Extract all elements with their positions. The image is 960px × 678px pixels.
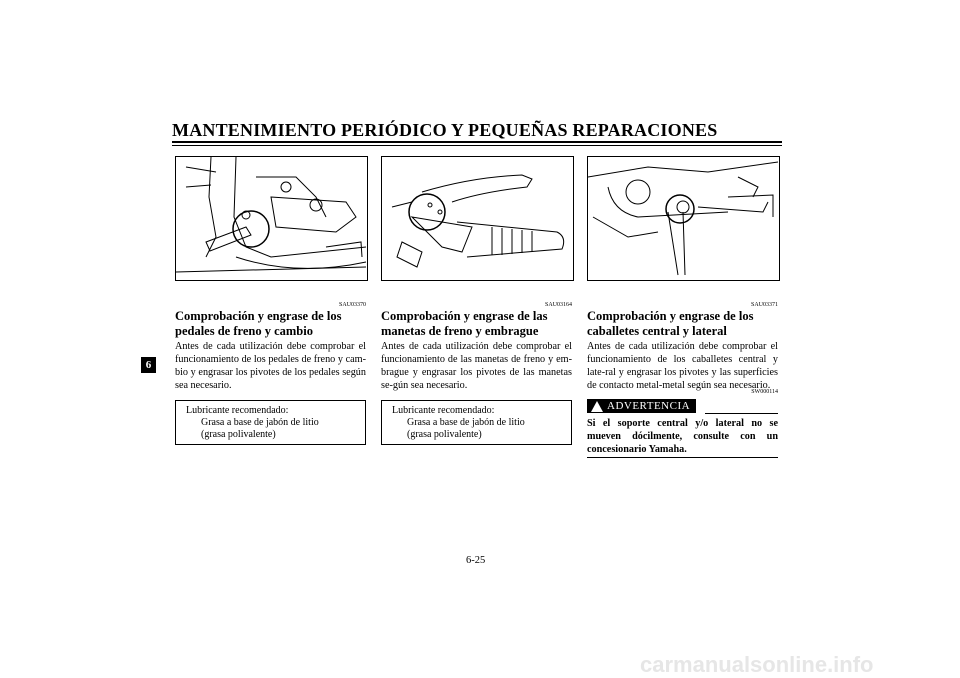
lubricant-box — [381, 400, 572, 445]
lubricant-line: (grasa polivalente) — [407, 429, 482, 440]
section-title: Comprobación y engrase de las manetas de freno y embrague — [381, 309, 548, 338]
lubricant-line: Grasa a base de jabón de litio — [407, 417, 525, 428]
section-code: SAU03371 — [750, 302, 778, 308]
footer-watermark: carmanualsonline.info — [640, 652, 874, 677]
section-body: Antes de cada utilización debe comprobar el funcionamiento de las manetas de freno y em-brague y engrasar los pivotes de las manetas se-gún sea necesario. — [381, 341, 572, 391]
warning-bottom-rule — [587, 457, 778, 458]
stand-drawing — [588, 157, 779, 280]
lubricant-label: Lubricante recomendado: — [392, 405, 495, 416]
lubricant-line: Grasa a base de jabón de litio — [201, 417, 319, 428]
warning-label — [587, 399, 696, 413]
lever-drawing — [382, 157, 573, 280]
warning-header — [587, 399, 778, 413]
lubricant-label: Lubricante recomendado: — [186, 405, 289, 416]
figure-lever-illustration — [381, 156, 574, 281]
lubricant-box — [175, 400, 366, 445]
warning-code: SW000114 — [751, 389, 778, 395]
warning-rule — [705, 413, 778, 414]
page-header-title: MANTENIMIENTO PERIÓDICO Y PEQUEÑAS REPARACIONES — [172, 120, 718, 140]
page-number: 6-25 — [466, 555, 486, 566]
header-rule-thin — [172, 145, 782, 146]
header-rule — [172, 141, 782, 143]
chapter-tab: 6 — [141, 357, 156, 373]
lubricant-line: (grasa polivalente) — [201, 429, 276, 440]
section-title: Comprobación y engrase de los pedales de freno y cambio — [175, 309, 342, 338]
section-body: Antes de cada utilización debe comprobar el funcionamiento de los caballetes central y late-ral y engrasar los pivotes y las superficies de contacto metal-metal según sea necesario. — [587, 341, 778, 391]
section-body: Antes de cada utilización debe comprobar el funcionamiento de los pedales de freno y cam-bio y engrasar los pivotes de los pedales según sea necesario. — [175, 341, 366, 391]
warning-text: Si el soporte central y/o lateral no se mueven dócilmente, consulte con un concesionario Yamaha. — [587, 418, 778, 455]
figure-pedal-illustration — [175, 156, 368, 281]
section-code: SAU03164 — [544, 302, 572, 308]
figure-stand-illustration — [587, 156, 780, 281]
warning-triangle-icon — [591, 401, 603, 412]
pedal-drawing — [176, 157, 367, 280]
section-code: SAU03370 — [338, 302, 366, 308]
section-title: Comprobación y engrase de los caballetes central y lateral — [587, 309, 754, 338]
warning-label-text: ADVERTENCIA — [607, 400, 691, 412]
